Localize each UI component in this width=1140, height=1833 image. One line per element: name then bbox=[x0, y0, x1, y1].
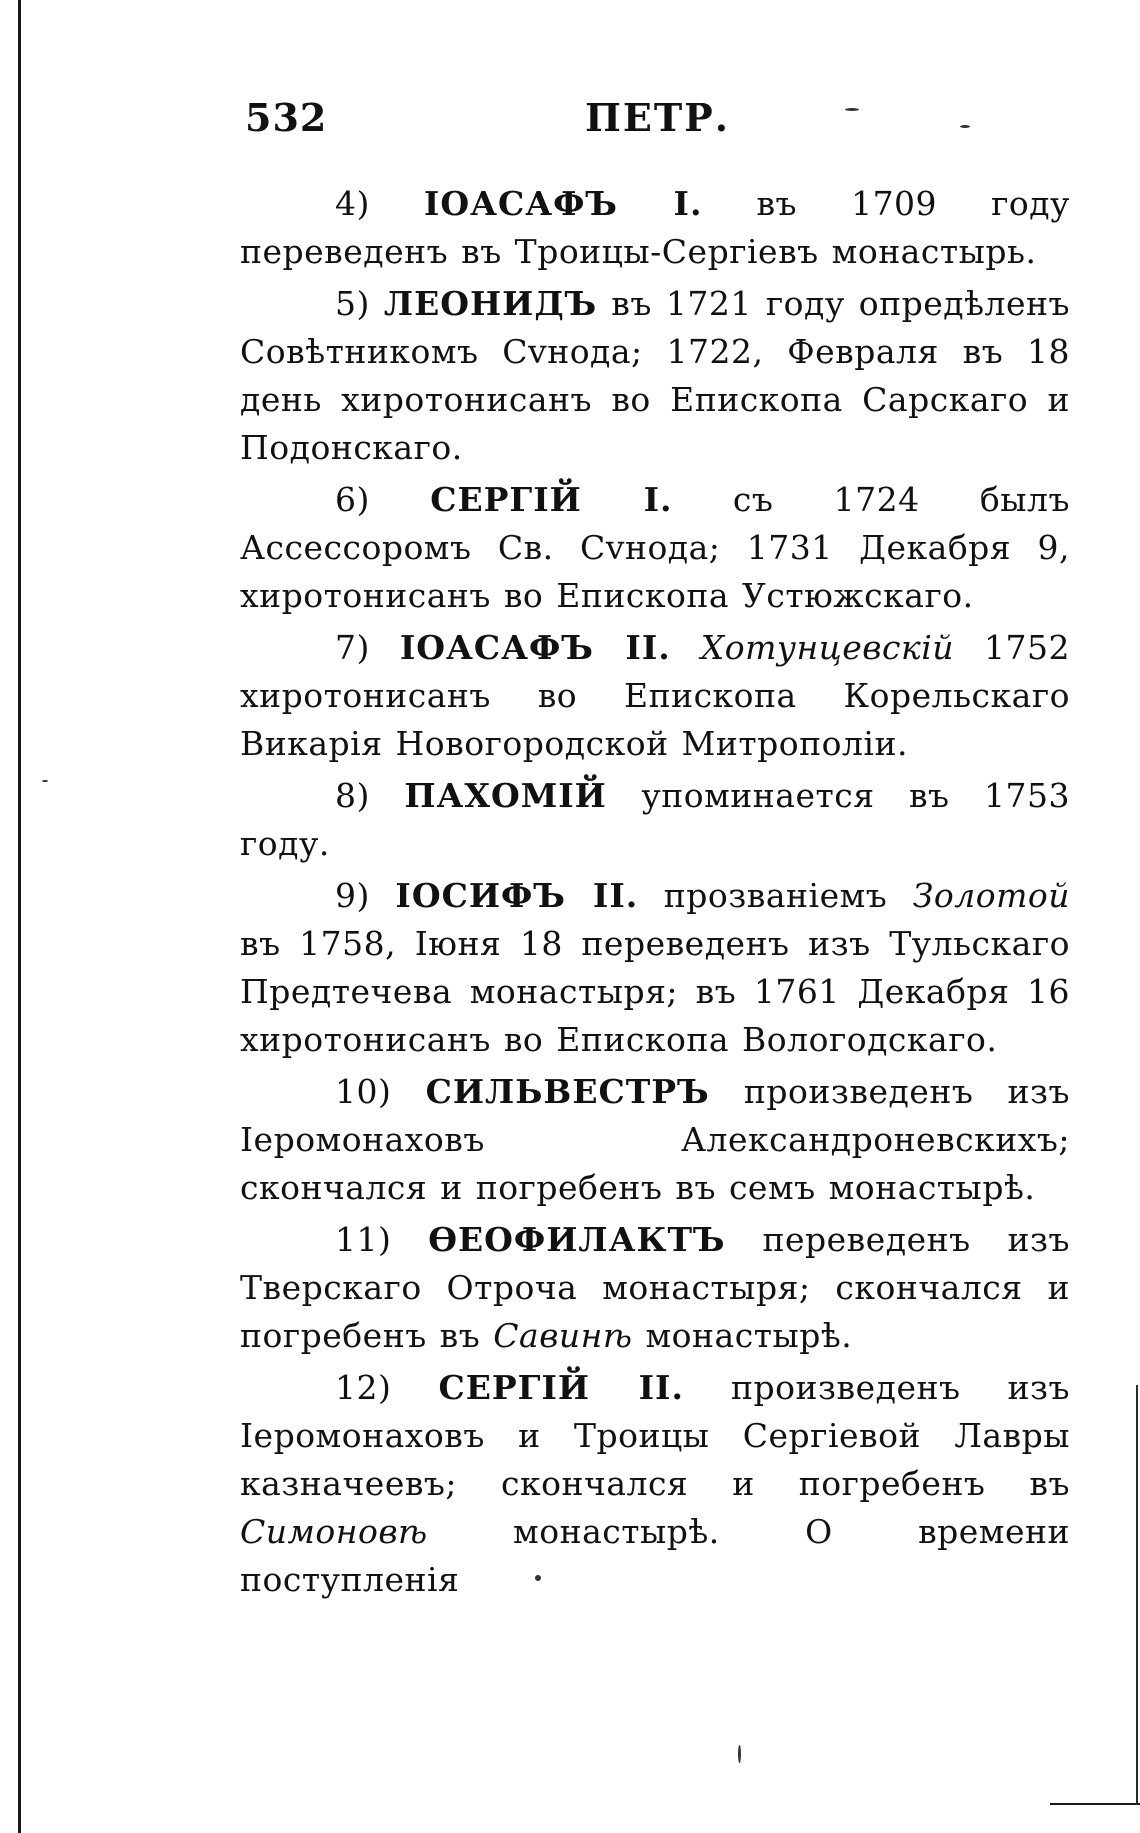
entry-11 bbox=[240, 1216, 1070, 1360]
entry-12 bbox=[240, 1364, 1070, 1604]
entry-6 bbox=[240, 476, 1070, 620]
entry-9 bbox=[240, 872, 1070, 1064]
entry-name: ЛЕОНИДЪ bbox=[383, 284, 598, 323]
text-block bbox=[240, 180, 1070, 1608]
entry-name: СЕРГIЙ II. bbox=[438, 1368, 684, 1407]
entry-number: 4) bbox=[335, 184, 370, 223]
entry-number: 6) bbox=[335, 480, 370, 519]
entry-text-pre: произведенъ изъ Iеромонаховъ и Троицы Сергiевой Лавры казначеевъ; скончался и погребенъ въ bbox=[240, 1368, 1071, 1503]
scan-speck bbox=[845, 108, 859, 111]
entry-text: въ 1709 году переведенъ въ Троицы-Сергiевъ монастырь. bbox=[240, 184, 1070, 271]
entry-name: IОСИФЪ II. bbox=[395, 876, 639, 915]
entry-number: 7) bbox=[335, 628, 370, 667]
entry-8 bbox=[240, 772, 1070, 868]
entry-number: 8) bbox=[335, 776, 370, 815]
entry-text-italic: Симоновѣ bbox=[240, 1512, 428, 1551]
scan-speck bbox=[42, 780, 48, 782]
entry-10 bbox=[240, 1068, 1070, 1212]
entry-name: IOАСАФЪ I. bbox=[423, 184, 703, 223]
entry-number: 9) bbox=[335, 876, 370, 915]
entry-text: произведенъ изъ Iеромонаховъ Александроневскихъ; скончался и погребенъ въ семъ монастырѣ. bbox=[240, 1072, 1070, 1207]
entry-text-rest: 1752 хиротонисанъ во Епископа Корельскаго Викарiя Новогородской Митрополiи. bbox=[240, 628, 1070, 763]
running-head: ПЕТР. bbox=[585, 95, 730, 140]
entry-name: СЕРГIЙ I. bbox=[430, 480, 673, 519]
entry-name: ПАХОМIЙ bbox=[404, 776, 607, 815]
entry-text-pre: переведенъ изъ Тверскаго Отроча монастыря; скончался и погребенъ въ bbox=[240, 1220, 1070, 1355]
entry-number: 12) bbox=[335, 1368, 392, 1407]
entry-text-italic: Хотунцевскiй bbox=[700, 628, 955, 667]
entry-text: въ 1721 году опредѣленъ Совѣтникомъ Сvнода; 1722, Февраля въ 18 день хиротонисанъ во Епископа Сарскаго и Подонскаго. bbox=[240, 284, 1070, 467]
entry-text: упоминается въ 1753 году. bbox=[240, 776, 1070, 863]
scan-speck bbox=[535, 1575, 541, 1581]
scan-speck bbox=[960, 125, 970, 128]
entry-name: ѲЕОФИЛАКТЪ bbox=[428, 1220, 726, 1259]
page-header bbox=[245, 95, 1075, 145]
entry-5 bbox=[240, 280, 1070, 472]
entry-number: 10) bbox=[335, 1072, 392, 1111]
page-edge-right bbox=[1136, 1385, 1138, 1805]
entry-name: IОАСАФЪ II. bbox=[399, 628, 671, 667]
entry-text-rest: монастырѣ. bbox=[645, 1316, 853, 1355]
entry-text: съ 1724 былъ Ассессоромъ Св. Сvнода; 1731 Декабря 9, хиротонисанъ во Епископа Устюжскаго. bbox=[240, 480, 1071, 615]
entry-text-rest: въ 1758, Iюня 18 переведенъ изъ Тульскаго Предтечева монастыря; въ 1761 Декабря 16 хиротонисанъ во Епископа Вологодскаго. bbox=[240, 924, 1070, 1059]
entry-number: 5) bbox=[335, 284, 370, 323]
entry-text-italic: Савинѣ bbox=[493, 1316, 633, 1355]
entry-4 bbox=[240, 180, 1070, 276]
entry-text-rest: монастырѣ. О времени поступленiя bbox=[240, 1512, 1070, 1599]
entry-name: СИЛЬВЕСТРЪ bbox=[425, 1072, 710, 1111]
entry-text-pre: прозванiемъ bbox=[663, 876, 888, 915]
scan-speck bbox=[738, 1745, 741, 1763]
entry-number: 11) bbox=[335, 1220, 392, 1259]
entry-text-italic: Золотой bbox=[912, 876, 1071, 915]
entry-7 bbox=[240, 624, 1070, 768]
page-number: 532 bbox=[245, 95, 328, 140]
page-edge-left bbox=[18, 0, 21, 1833]
page-edge-bottom-right bbox=[1050, 1803, 1140, 1805]
